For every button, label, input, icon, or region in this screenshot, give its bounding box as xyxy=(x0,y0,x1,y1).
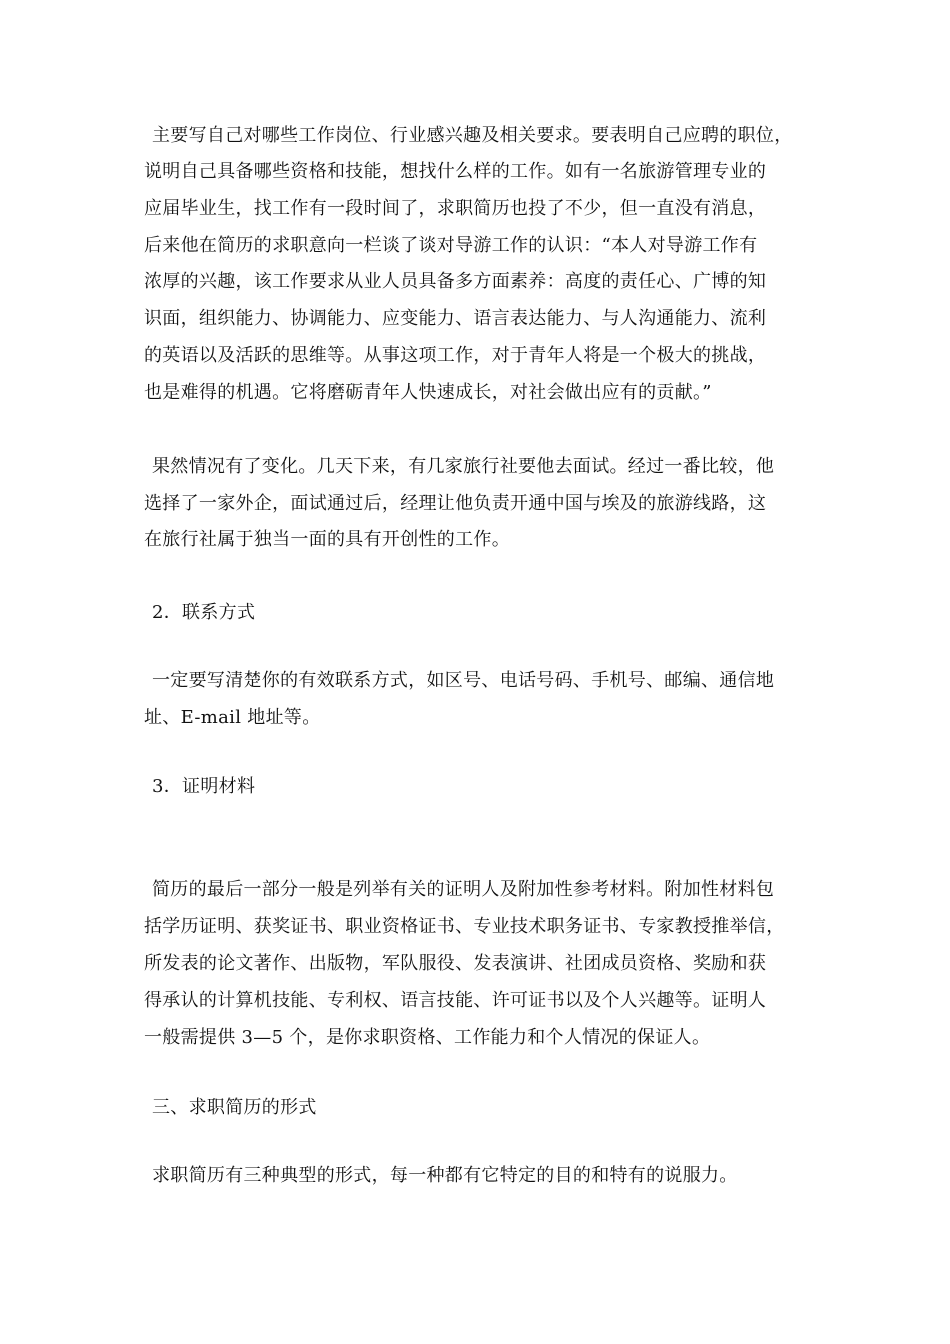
paragraph-line: 果然情况有了变化。几天下来，有几家旅行社要他去面试。经过一番比较，他 xyxy=(152,456,775,477)
section-heading: 2．联系方式 xyxy=(152,602,256,623)
paragraph-line: 所发表的论文著作、出版物，军队服役、发表演讲、社团成员资格、奖励和获 xyxy=(144,953,767,974)
paragraph-line: 的英语以及活跃的思维等。从事这项工作，对于青年人将是一个极大的挑战， xyxy=(144,345,767,366)
paragraph-line: 得承认的计算机技能、专利权、语言技能、许可证书以及个人兴趣等。证明人 xyxy=(144,990,767,1011)
paragraph-line: 也是难得的机遇。它将磨砺青年人快速成长，对社会做出应有的贡献。” xyxy=(144,382,712,403)
paragraph-line: 识面，组织能力、协调能力、应变能力、语言表达能力、与人沟通能力、流利 xyxy=(144,308,767,329)
paragraph-line: 主要写自己对哪些工作岗位、行业感兴趣及相关要求。要表明自己应聘的职位， xyxy=(152,125,793,146)
section-heading: 3．证明材料 xyxy=(152,776,256,797)
paragraph-line: 址、E-mail 地址等。 xyxy=(144,707,321,728)
paragraph-line: 简历的最后一部分一般是列举有关的证明人及附加性参考材料。附加性材料包 xyxy=(152,879,775,900)
paragraph-line: 一般需提供 3—5 个，是你求职资格、工作能力和个人情况的保证人。 xyxy=(144,1027,711,1048)
paragraph-line: 一定要写清楚你的有效联系方式，如区号、电话号码、手机号、邮编、通信地 xyxy=(152,670,775,691)
paragraph-line: 选择了一家外企，面试通过后，经理让他负责开通中国与埃及的旅游线路，这 xyxy=(144,493,767,514)
paragraph-line: 后来他在简历的求职意向一栏谈了谈对导游工作的认识：“本人对导游工作有 xyxy=(144,235,758,256)
paragraph-line: 求职简历有三种典型的形式，每一种都有它特定的目的和特有的说服力。 xyxy=(152,1165,738,1186)
paragraph-line: 括学历证明、获奖证书、职业资格证书、专业技术职务证书、专家教授推举信， xyxy=(144,916,785,937)
paragraph-line: 说明自己具备哪些资格和技能，想找什么样的工作。如有一名旅游管理专业的 xyxy=(144,161,767,182)
section-heading: 三、求职简历的形式 xyxy=(152,1097,317,1118)
paragraph-line: 应届毕业生，找工作有一段时间了，求职简历也投了不少，但一直没有消息， xyxy=(144,198,767,219)
paragraph-line: 在旅行社属于独当一面的具有开创性的工作。 xyxy=(144,529,510,550)
paragraph-line: 浓厚的兴趣，该工作要求从业人员具备多方面素养：高度的责任心、广博的知 xyxy=(144,271,767,292)
